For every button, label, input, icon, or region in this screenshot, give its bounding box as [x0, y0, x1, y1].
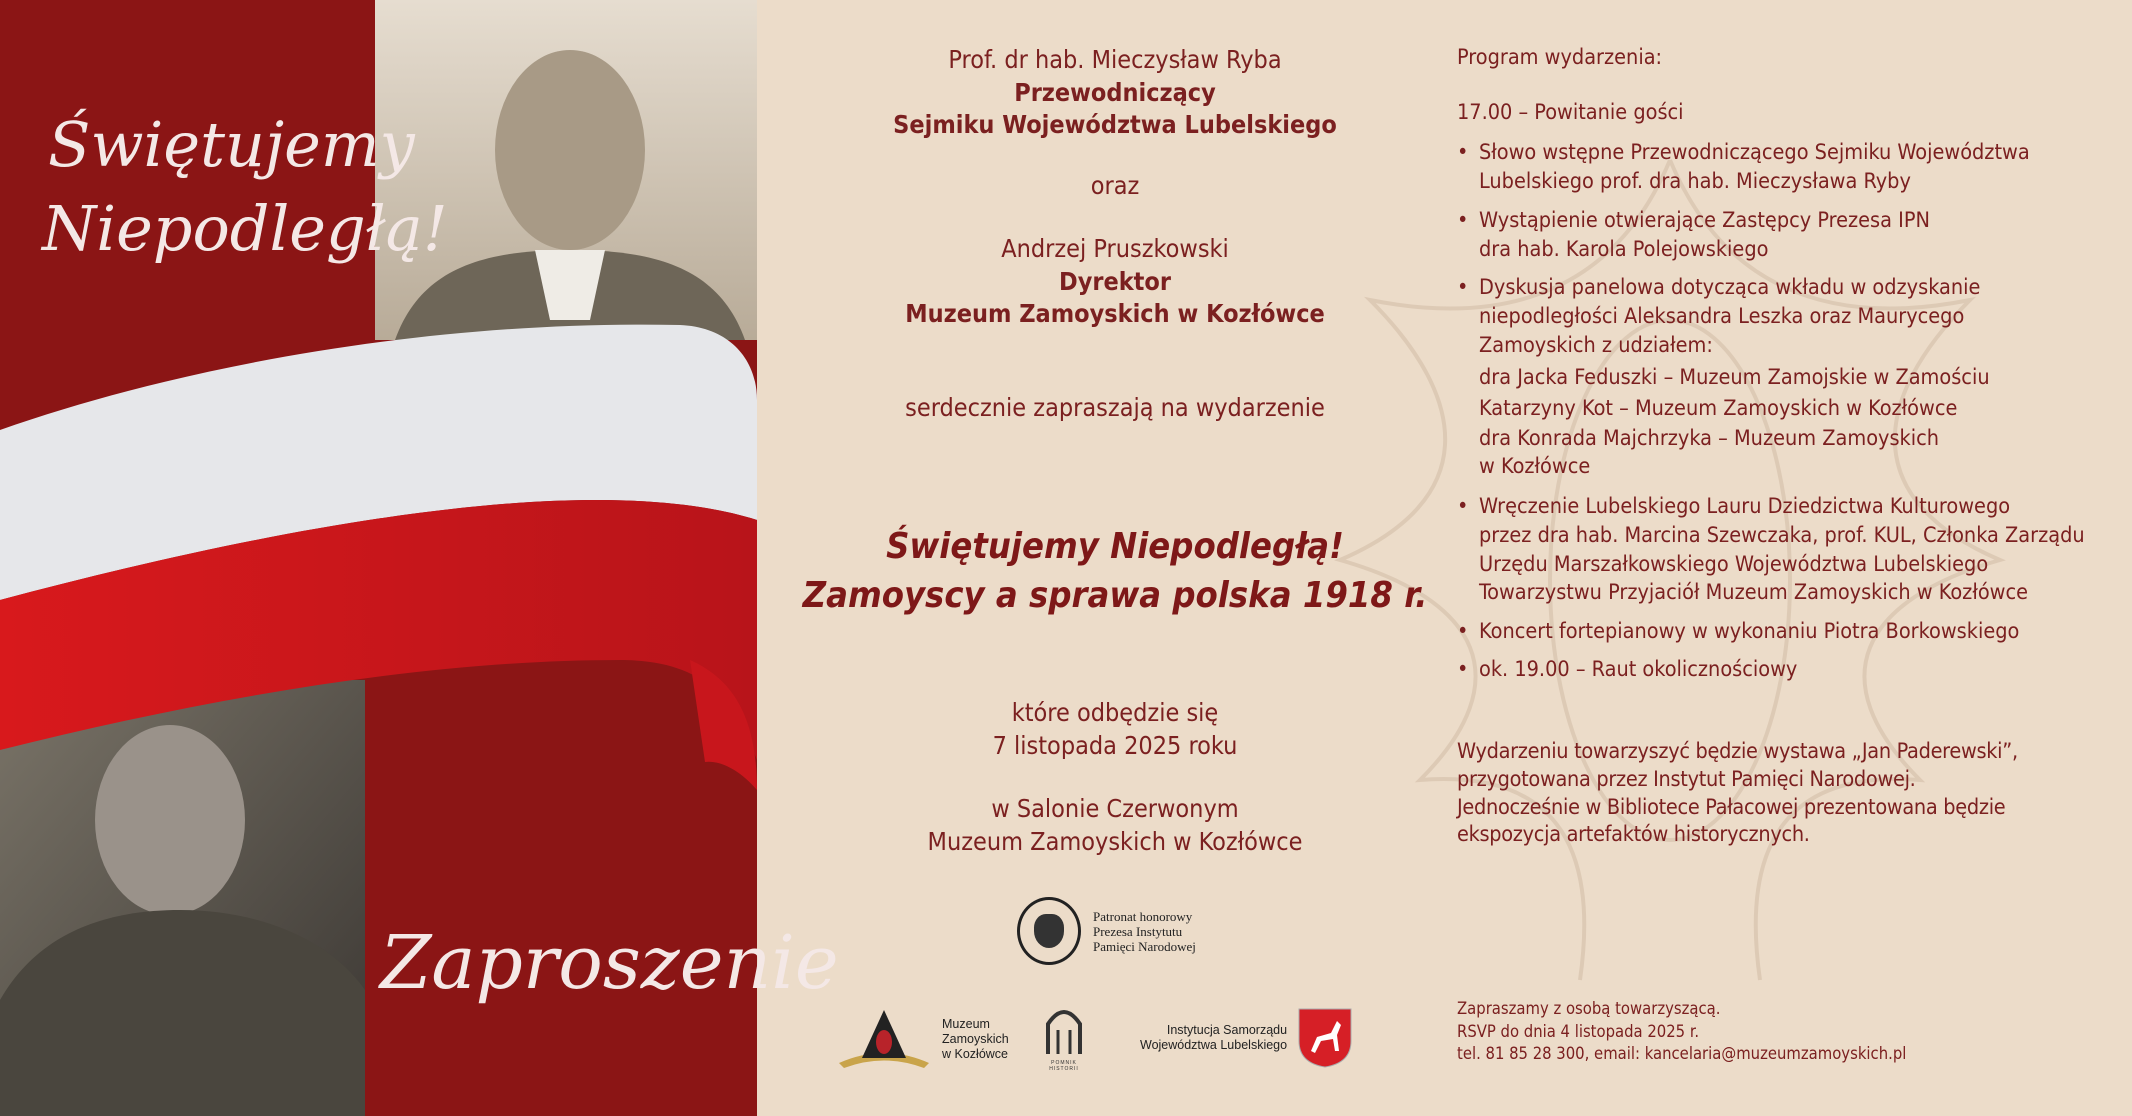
program-item: [1457, 656, 2127, 685]
pomnik-historii-text: POMNIK HISTORII: [1049, 1060, 1079, 1072]
script-title-line2: Niepodległą!: [42, 192, 448, 265]
host1-name: Prof. dr hab. Mieczysław Ryba: [948, 45, 1282, 74]
event-title-line2: Zamoyscy a sprawa polska 1918 r.: [802, 575, 1428, 616]
item-line: • Wręczenie Lubelskiego Lauru Dziedzictwa Kulturowego: [1479, 494, 2011, 519]
host1-role: Przewodniczący: [1014, 77, 1216, 107]
item-line: Zamoyskich z udziałem:: [1479, 332, 1713, 358]
item-line: Lubelskiego prof. dra hab. Mieczysława Ryby: [1479, 168, 1911, 194]
patronage-line2: Prezesa Instytutu: [1093, 923, 1183, 939]
exhibition-line: ekspozycja artefaktów historycznych.: [1457, 822, 1810, 848]
host2-org: Muzeum Zamoyskich w Kozłówce: [905, 299, 1325, 328]
gothic-window-icon: [1044, 1006, 1084, 1056]
museum-logo-line1: Muzeum: [942, 1016, 990, 1031]
panelists-list: [1457, 363, 2127, 480]
item-line: • Dyskusja panelowa dotycząca wkładu w odzyskanie: [1479, 275, 1981, 300]
exhibition-line: Wydarzeniu towarzyszyć będzie wystawa „Jan Paderewski”,: [1457, 739, 2018, 764]
program-welcome: 17.00 – Powitanie gości: [1457, 100, 1684, 125]
event-when-line1: które odbędzie się: [1011, 698, 1219, 727]
museum-logo: [834, 1008, 1009, 1070]
program-item: [1457, 493, 2127, 608]
pomnik-historii-logo: [1040, 1006, 1088, 1072]
exhibition-note: [1457, 738, 2127, 849]
conjunction: oraz: [1090, 171, 1140, 200]
ipn-seal-icon: [1017, 897, 1081, 965]
contact-line: tel. 81 85 28 300, email: kancelaria@muzeumzamoyskich.pl: [1457, 1044, 1907, 1063]
panelist: w Kozłówce: [1479, 454, 1591, 479]
item-line: • Wystąpienie otwierające Zastępcy Prezesa IPN: [1479, 208, 1930, 233]
item-line: niepodległości Aleksandra Leszka oraz Maurycego: [1479, 303, 1965, 329]
program-item: [1457, 139, 2127, 197]
event-where-line1: w Salonie Czerwonym: [991, 794, 1239, 823]
script-invitation: Zaproszenie: [380, 920, 839, 1006]
museum-logo-line2: Zamoyskich: [942, 1031, 1009, 1046]
program-item: [1457, 274, 2127, 360]
rsvp-footer: [1457, 998, 2127, 1066]
item-line: • Koncert fortepianowy w wykonaniu Piotra Borkowskiego: [1479, 619, 2020, 644]
patronage-line3: Pamięci Narodowej: [1093, 938, 1196, 954]
script-title-line1: Świętujemy: [48, 108, 415, 181]
event-where-line2: Muzeum Zamoyskich w Kozłówce: [927, 826, 1303, 856]
lublin-coat-of-arms-icon: [1297, 1007, 1353, 1069]
panelist: Katarzyny Kot – Muzeum Zamoyskich w Kozłówce: [1479, 395, 1958, 421]
institution-line2: Województwa Lubelskiego: [1140, 1038, 1288, 1052]
portrait-top-photo: [375, 0, 757, 340]
event-date: 7 listopada 2025 roku: [992, 730, 1238, 760]
item-line: • ok. 19.00 – Raut okolicznościowy: [1479, 657, 1798, 682]
event-title-line1: Świętujemy Niepodległą!: [886, 526, 1344, 567]
program-heading: Program wydarzenia:: [1457, 45, 1663, 70]
program-item: [1457, 618, 2127, 647]
exhibition-line: Jednocześnie w Bibliotece Pałacowej prezentowana będzie: [1457, 794, 2006, 820]
panelist: dra Jacka Feduszki – Muzeum Zamojskie w Zamościu: [1479, 365, 1990, 390]
program-item: [1457, 207, 2127, 265]
museum-logo-line3: w Kozłówce: [942, 1046, 1008, 1061]
museum-crest-icon: [834, 1008, 934, 1070]
item-line: dra hab. Karola Polejowskiego: [1479, 236, 1769, 262]
item-line: • Słowo wstępne Przewodniczącego Sejmiku Województwa: [1479, 140, 2030, 165]
exhibition-line: przygotowana przez Instytut Pamięci Narodowej.: [1457, 766, 1916, 792]
panelist: dra Konrada Majchrzyka – Muzeum Zamoyskich: [1479, 426, 1940, 451]
portrait-bottom-photo: [0, 680, 365, 1116]
rsvp-deadline: RSVP do dnia 4 listopada 2025 r.: [1457, 1021, 1700, 1041]
item-line: Urzędu Marszałkowskiego Województwa Lubelskiego: [1479, 551, 1989, 577]
footer-line: Zapraszamy z osobą towarzyszącą.: [1457, 999, 1721, 1018]
host1-org: Sejmiku Województwa Lubelskiego: [893, 110, 1337, 139]
invite-line: serdecznie zapraszają na wydarzenie: [905, 393, 1325, 422]
patronage-line1: Patronat honorowy: [1093, 908, 1193, 924]
host2-role: Dyrektor: [1059, 266, 1171, 296]
institution-logo: [1140, 1007, 1353, 1069]
institution-line1: Instytucja Samorządu: [1166, 1023, 1288, 1037]
item-line: przez dra hab. Marcina Szewczaka, prof. KUL, Członka Zarządu: [1479, 522, 2085, 548]
item-line: Towarzystwu Przyjaciół Muzeum Zamoyskich w Kozłówce: [1479, 580, 2029, 606]
host2-name: Andrzej Pruszkowski: [1001, 234, 1229, 263]
ipn-patronage-logo: [1017, 897, 1196, 965]
